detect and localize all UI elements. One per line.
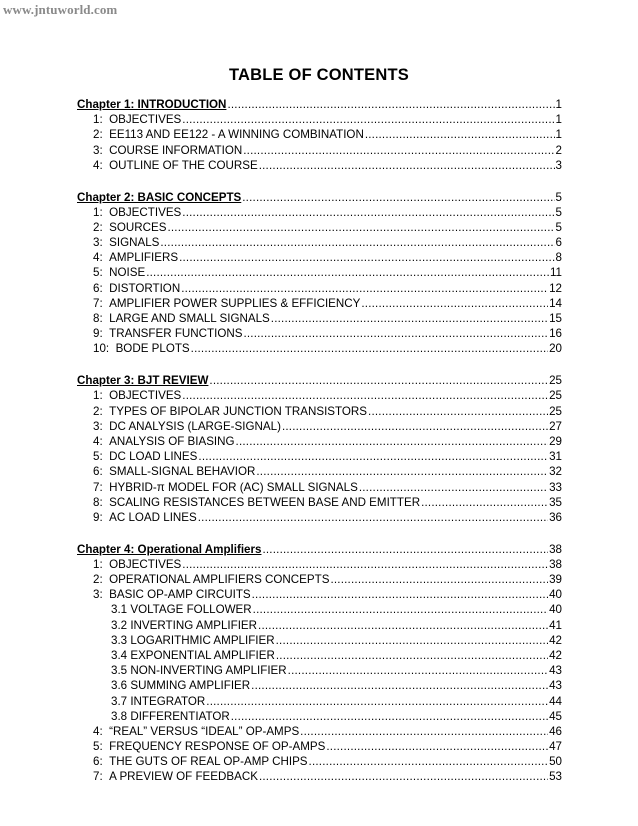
section-number: 1: bbox=[93, 389, 103, 403]
section-entry bbox=[77, 388, 562, 403]
section-entry bbox=[77, 587, 562, 602]
chapter-entry bbox=[77, 542, 562, 557]
dot-leader bbox=[160, 235, 554, 250]
dot-leader bbox=[236, 434, 549, 449]
watermark: www.jntuworld.com bbox=[3, 2, 118, 17]
section-page-number: 27 bbox=[549, 419, 562, 433]
dot-leader bbox=[179, 250, 554, 265]
section-entry bbox=[77, 739, 562, 754]
section-number: 4: bbox=[93, 251, 103, 265]
subsection-label bbox=[77, 648, 275, 663]
dot-leader bbox=[276, 648, 548, 663]
section-entry bbox=[77, 419, 562, 434]
dot-leader bbox=[256, 464, 548, 479]
dot-leader bbox=[259, 769, 548, 784]
section-title: ANALYSIS OF BIASING bbox=[109, 434, 235, 448]
section-entry bbox=[77, 404, 562, 419]
section-entry bbox=[77, 220, 562, 235]
section-number: 10: bbox=[93, 342, 110, 356]
subsection-label bbox=[77, 678, 250, 693]
section-page-number: 25 bbox=[549, 389, 562, 403]
chapter-title: Chapter 3: BJT REVIEW bbox=[77, 374, 209, 388]
section-page-number: 39 bbox=[549, 573, 562, 587]
section-title: DISTORTION bbox=[109, 281, 181, 295]
section-number: 5: bbox=[93, 266, 103, 280]
section-label bbox=[77, 754, 308, 769]
section-label bbox=[77, 265, 145, 280]
section-number: 3: bbox=[93, 236, 103, 250]
section-label bbox=[77, 158, 258, 173]
section-entry bbox=[77, 572, 562, 587]
dot-leader bbox=[146, 265, 549, 280]
chapter-page-number: 38 bbox=[549, 542, 562, 556]
section-number: 3: bbox=[93, 588, 103, 602]
section-page-number: 36 bbox=[549, 510, 562, 524]
section-number: 8: bbox=[93, 312, 103, 326]
section-title: OBJECTIVES bbox=[109, 557, 182, 571]
subsection-label bbox=[77, 694, 205, 709]
section-entry bbox=[77, 464, 562, 479]
dot-leader bbox=[326, 739, 548, 754]
section-page-number: 12 bbox=[549, 281, 562, 295]
dot-leader bbox=[181, 281, 548, 296]
subsection-title: 3.6 SUMMING AMPLIFIER bbox=[111, 679, 251, 693]
section-label bbox=[77, 341, 190, 356]
dot-leader bbox=[368, 404, 548, 419]
section-title: DC ANALYSIS (LARGE-SIGNAL) bbox=[109, 419, 281, 433]
section-number: 9: bbox=[93, 327, 103, 341]
section-page-number: 5 bbox=[555, 220, 562, 234]
section-entry bbox=[77, 250, 562, 265]
section-number: 6: bbox=[93, 755, 103, 769]
section-title: THE GUTS OF REAL OP-AMP CHIPS bbox=[109, 755, 308, 769]
section-label bbox=[77, 388, 181, 403]
section-label bbox=[77, 419, 281, 434]
section-page-number: 53 bbox=[549, 770, 562, 784]
section-title: FREQUENCY RESPONSE OF OP-AMPS bbox=[109, 740, 326, 754]
section-title: “REAL” VERSUS “IDEAL” OP-AMPS bbox=[109, 724, 300, 738]
dot-leader bbox=[243, 326, 548, 341]
section-number: 1: bbox=[93, 557, 103, 571]
section-entry bbox=[77, 341, 562, 356]
section-label bbox=[77, 449, 197, 464]
subsection-page-number: 42 bbox=[549, 633, 562, 647]
dot-leader bbox=[282, 419, 548, 434]
section-entry bbox=[77, 769, 562, 784]
section-label bbox=[77, 587, 251, 602]
section-title: OBJECTIVES bbox=[109, 205, 182, 219]
dot-leader bbox=[276, 633, 548, 648]
section-label bbox=[77, 769, 258, 784]
section-label bbox=[77, 205, 181, 220]
section-title: BODE PLOTS bbox=[115, 342, 190, 356]
dot-leader bbox=[288, 663, 548, 678]
section-title: HYBRID-π MODEL FOR (AC) SMALL SIGNALS bbox=[109, 480, 358, 494]
section-title: COURSE INFORMATION bbox=[109, 143, 243, 157]
section-title: SIGNALS bbox=[109, 236, 160, 250]
chapter-page-number: 1 bbox=[555, 98, 562, 111]
section-label bbox=[77, 572, 329, 587]
subsection-entry bbox=[77, 678, 562, 693]
section-title: TRANSFER FUNCTIONS bbox=[109, 327, 243, 341]
dot-leader bbox=[300, 724, 548, 739]
section-entry bbox=[77, 311, 562, 326]
section-label bbox=[77, 112, 181, 127]
section-number: 8: bbox=[93, 495, 103, 509]
chapter-title: Chapter 2: BASIC CONCEPTS bbox=[77, 190, 242, 204]
section-page-number: 38 bbox=[549, 557, 562, 571]
dot-leader bbox=[262, 542, 548, 557]
chapter-label bbox=[77, 97, 226, 112]
section-entry bbox=[77, 434, 562, 449]
section-entry bbox=[77, 112, 562, 127]
section-label bbox=[77, 143, 242, 158]
dot-leader bbox=[227, 97, 554, 112]
dot-leader bbox=[259, 158, 555, 173]
section-title: NOISE bbox=[109, 266, 146, 280]
section-entry bbox=[77, 296, 562, 311]
section-page-number: 40 bbox=[549, 588, 562, 602]
dot-leader bbox=[243, 143, 554, 158]
subsection-page-number: 44 bbox=[549, 694, 562, 708]
section-number: 2: bbox=[93, 220, 103, 234]
dot-leader bbox=[253, 602, 548, 617]
dot-leader bbox=[330, 572, 548, 587]
section-number: 3: bbox=[93, 419, 103, 433]
subsection-title: 3.4 EXPONENTIAL AMPLIFIER bbox=[111, 648, 275, 662]
section-number: 5: bbox=[93, 740, 103, 754]
section-label bbox=[77, 557, 181, 572]
section-title: SCALING RESISTANCES BETWEEN BASE AND EMITTER bbox=[109, 495, 421, 509]
dot-leader bbox=[252, 587, 548, 602]
subsection-page-number: 43 bbox=[549, 679, 562, 693]
section-page-number: 35 bbox=[549, 495, 562, 509]
dot-leader bbox=[361, 296, 548, 311]
section-entry bbox=[77, 754, 562, 769]
dot-leader bbox=[421, 495, 548, 510]
section-label bbox=[77, 434, 235, 449]
section-label bbox=[77, 296, 360, 311]
section-label bbox=[77, 404, 367, 419]
section-number: 2: bbox=[93, 128, 103, 142]
section-entry bbox=[77, 158, 562, 173]
dot-leader bbox=[182, 112, 554, 127]
section-entry bbox=[77, 265, 562, 280]
subsection-title: 3.2 INVERTING AMPLIFIER bbox=[111, 618, 258, 632]
section-page-number: 5 bbox=[555, 205, 562, 219]
subsection-entry bbox=[77, 648, 562, 663]
section-page-number: 1 bbox=[555, 128, 562, 142]
subsection-page-number: 41 bbox=[549, 618, 562, 632]
dot-leader bbox=[206, 694, 548, 709]
subsection-entry bbox=[77, 663, 562, 678]
section-page-number: 32 bbox=[549, 465, 562, 479]
chapter-page-number: 5 bbox=[555, 190, 562, 204]
section-entry bbox=[77, 557, 562, 572]
section-label bbox=[77, 220, 166, 235]
chapter-label bbox=[77, 542, 261, 557]
section-title: OBJECTIVES bbox=[109, 389, 182, 403]
section-page-number: 20 bbox=[549, 342, 562, 356]
section-entry bbox=[77, 495, 562, 510]
subsection-title: 3.8 DIFFERENTIATOR bbox=[111, 709, 230, 723]
section-number: 4: bbox=[93, 724, 103, 738]
subsection-entry bbox=[77, 618, 562, 633]
dot-leader bbox=[198, 449, 548, 464]
section-label bbox=[77, 127, 364, 142]
chapter-entry bbox=[77, 97, 562, 112]
section-title: DC LOAD LINES bbox=[109, 450, 198, 464]
section-page-number: 46 bbox=[549, 724, 562, 738]
section-label bbox=[77, 495, 420, 510]
section-label bbox=[77, 724, 299, 739]
section-title: OUTLINE OF THE COURSE bbox=[109, 158, 258, 172]
subsection-entry bbox=[77, 633, 562, 648]
section-page-number: 1 bbox=[555, 113, 562, 127]
section-title: BASIC OP-AMP CIRCUITS bbox=[109, 588, 251, 602]
section-number: 4: bbox=[93, 434, 103, 448]
section-label bbox=[77, 311, 270, 326]
subsection-label bbox=[77, 709, 230, 724]
section-entry bbox=[77, 326, 562, 341]
section-number: 7: bbox=[93, 480, 103, 494]
section-title: LARGE AND SMALL SIGNALS bbox=[109, 312, 270, 326]
subsection-label bbox=[77, 663, 287, 678]
dot-leader bbox=[251, 678, 548, 693]
section-label bbox=[77, 235, 159, 250]
dot-leader bbox=[198, 510, 548, 525]
chapter-entry bbox=[77, 373, 562, 388]
dot-leader bbox=[182, 388, 548, 403]
section-number: 5: bbox=[93, 450, 103, 464]
dot-leader bbox=[167, 220, 554, 235]
subsection-page-number: 40 bbox=[549, 603, 562, 617]
section-page-number: 47 bbox=[549, 740, 562, 754]
section-entry bbox=[77, 724, 562, 739]
section-entry bbox=[77, 480, 562, 495]
section-number: 2: bbox=[93, 573, 103, 587]
section-page-number: 16 bbox=[549, 327, 562, 341]
chapter-title: Chapter 1: INTRODUCTION bbox=[77, 98, 227, 111]
section-number: 1: bbox=[93, 205, 103, 219]
section-title: OBJECTIVES bbox=[109, 113, 182, 127]
chapter-label bbox=[77, 373, 208, 388]
subsection-label bbox=[77, 602, 252, 617]
section-page-number: 14 bbox=[549, 296, 562, 310]
dot-leader bbox=[182, 205, 554, 220]
section-page-number: 8 bbox=[555, 251, 562, 265]
section-number: 7: bbox=[93, 770, 103, 784]
page-title: TABLE OF CONTENTS bbox=[228, 66, 409, 84]
section-page-number: 11 bbox=[549, 266, 562, 280]
dot-leader bbox=[209, 373, 548, 388]
section-number: 6: bbox=[93, 281, 103, 295]
dot-leader bbox=[182, 557, 548, 572]
section-title: OPERATIONAL AMPLIFIERS CONCEPTS bbox=[109, 573, 330, 587]
section-number: 2: bbox=[93, 404, 103, 418]
subsection-title: 3.3 LOGARITHMIC AMPLIFIER bbox=[111, 633, 275, 647]
chapter-entry bbox=[77, 190, 562, 205]
section-entry bbox=[77, 449, 562, 464]
subsection-label bbox=[77, 618, 257, 633]
section-label bbox=[77, 281, 180, 296]
section-number: 1: bbox=[93, 113, 103, 127]
section-page-number: 15 bbox=[549, 312, 562, 326]
dot-leader bbox=[231, 709, 548, 724]
dot-leader bbox=[258, 618, 548, 633]
section-title: AC LOAD LINES bbox=[109, 510, 197, 524]
dot-leader bbox=[359, 480, 548, 495]
section-label bbox=[77, 739, 325, 754]
subsection-page-number: 43 bbox=[549, 664, 562, 678]
section-title: AMPLIFIER POWER SUPPLIES & EFFICIENCY bbox=[109, 296, 361, 310]
section-page-number: 6 bbox=[555, 236, 562, 250]
section-title: AMPLIFIERS bbox=[109, 251, 179, 265]
subsection-title: 3.1 VOLTAGE FOLLOWER bbox=[111, 603, 252, 617]
subsection-page-number: 42 bbox=[549, 648, 562, 662]
section-page-number: 50 bbox=[549, 755, 562, 769]
subsection-label bbox=[77, 633, 275, 648]
dot-leader bbox=[191, 341, 548, 356]
section-entry bbox=[77, 510, 562, 525]
section-entry bbox=[77, 205, 562, 220]
section-number: 4: bbox=[93, 158, 103, 172]
section-page-number: 25 bbox=[549, 404, 562, 418]
subsection-title: 3.7 INTEGRATOR bbox=[111, 694, 206, 708]
section-title: EE113 AND EE122 - A WINNING COMBINATION bbox=[109, 128, 364, 142]
section-number: 6: bbox=[93, 465, 103, 479]
section-entry bbox=[77, 127, 562, 142]
section-page-number: 31 bbox=[549, 450, 562, 464]
chapter-title: Chapter 4: Operational Amplifiers bbox=[77, 542, 262, 556]
section-number: 9: bbox=[93, 510, 103, 524]
subsection-entry bbox=[77, 602, 562, 617]
section-number: 3: bbox=[93, 143, 103, 157]
section-title: SOURCES bbox=[109, 220, 167, 234]
dot-leader bbox=[271, 311, 548, 326]
subsection-page-number: 45 bbox=[549, 709, 562, 723]
chapter-label bbox=[77, 190, 241, 205]
section-title: TYPES OF BIPOLAR JUNCTION TRANSISTORS bbox=[109, 404, 368, 418]
section-page-number: 29 bbox=[549, 434, 562, 448]
subsection-title: 3.5 NON-INVERTING AMPLIFIER bbox=[111, 664, 287, 678]
subsection-entry bbox=[77, 694, 562, 709]
chapter-page-number: 25 bbox=[549, 374, 562, 388]
section-label bbox=[77, 510, 197, 525]
section-page-number: 2 bbox=[555, 143, 562, 157]
dot-leader bbox=[242, 190, 554, 205]
subsection-entry bbox=[77, 709, 562, 724]
section-entry bbox=[77, 281, 562, 296]
section-label bbox=[77, 480, 358, 495]
section-label bbox=[77, 326, 242, 341]
section-page-number: 3 bbox=[555, 158, 562, 172]
dot-leader bbox=[309, 754, 549, 769]
dot-leader bbox=[365, 127, 555, 142]
section-label bbox=[77, 464, 255, 479]
section-label bbox=[77, 250, 178, 265]
section-entry bbox=[77, 143, 562, 158]
section-number: 7: bbox=[93, 296, 103, 310]
section-entry bbox=[77, 235, 562, 250]
section-page-number: 33 bbox=[549, 480, 562, 494]
section-title: A PREVIEW OF FEEDBACK bbox=[109, 770, 258, 784]
section-title: SMALL-SIGNAL BEHAVIOR bbox=[109, 465, 256, 479]
table-of-contents bbox=[77, 97, 562, 785]
